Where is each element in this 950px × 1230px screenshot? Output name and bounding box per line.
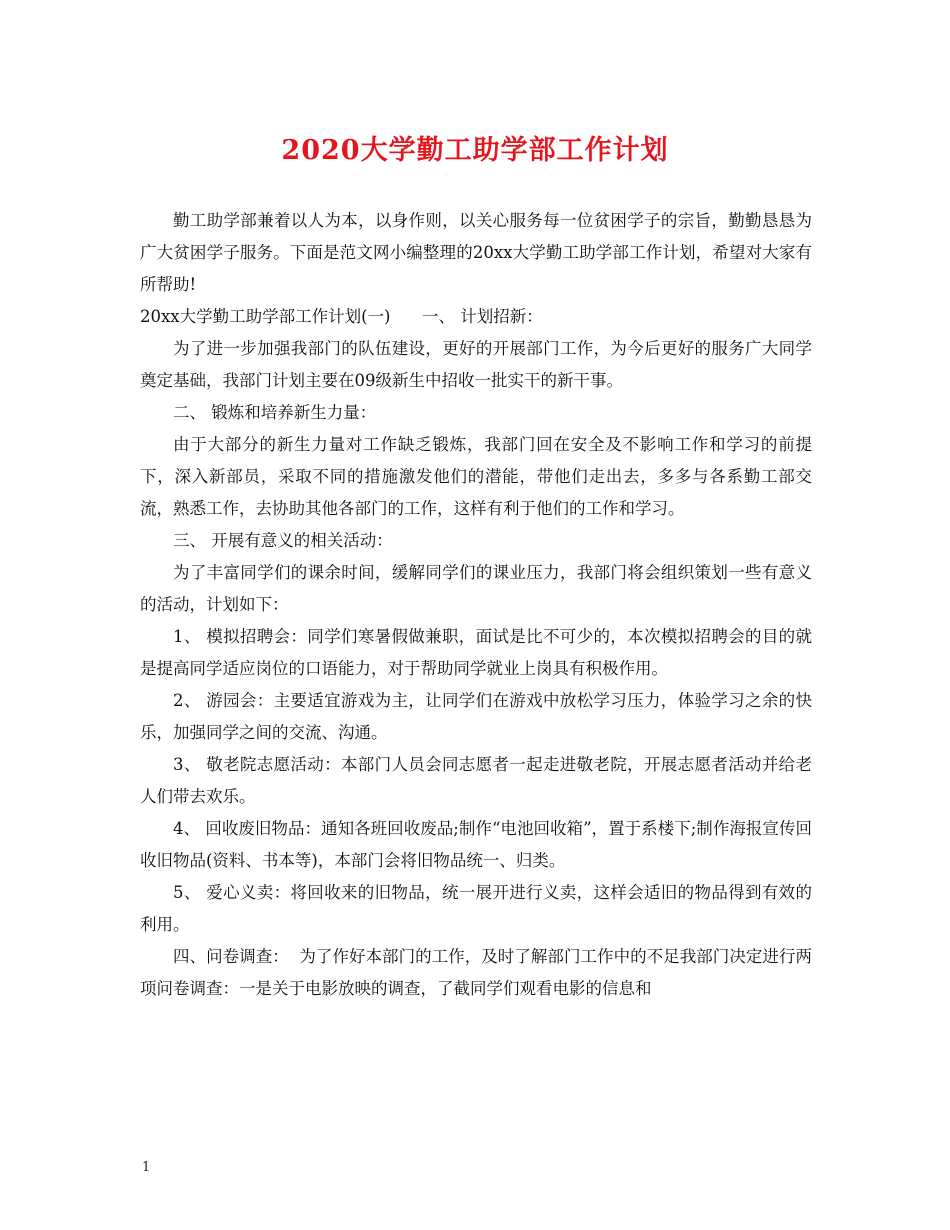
paragraph: 为了进一步加强我部门的队伍建设，更好的开展部门工作，为今后更好的服务广大同学奠定基础，我部门计划主要在09级新生中招收一批实干的新干事。 (140, 339, 812, 390)
paragraph-heading-3: 三、 开展有意义的相关活动： (173, 531, 393, 550)
paragraph-heading-2: 二、 锻炼和培养新生力量： (173, 403, 377, 422)
paragraph-section-heading: 20xx大学勤工助学部工作计划(一) 一、 计划招新： (140, 307, 543, 326)
list-item: 5、 爱心义卖：将回收来的旧物品，统一展开进行义卖，这样会适旧的物品得到有效的利用。 (140, 883, 812, 934)
page-number: 1 (142, 1160, 151, 1175)
paragraph-heading-4: 四、问卷调查： 为了作好本部门的工作，及时了解部门工作中的不足我部门决定进行两项问卷调查：一是关于电影放映的调查，了截同学们观看电影的信息和 (140, 947, 812, 998)
list-item: 1、 模拟招聘会：同学们寒暑假做兼职，面试是比不可少的，本次模拟招聘会的目的就是提高同学适应岗位的口语能力，对于帮助同学就业上岗具有积极作用。 (140, 627, 812, 678)
document-title: 2020大学勤工助学部工作计划 (281, 135, 669, 166)
document-body (140, 205, 812, 1005)
list-item: 3、 敬老院志愿活动：本部门人员会同志愿者一起走进敬老院，开展志愿者活动并给老人们带去欢乐。 (140, 755, 812, 806)
paragraph: 由于大部分的新生力量对工作缺乏锻炼，我部门回在安全及不影响工作和学习的前提下，深入新部员，采取不同的措施激发他们的潜能，带他们走出去，多多与各系勤工部交流，熟悉工作，去协助其他各部门的工作，这样有利于他们的工作和学习。 (140, 435, 812, 518)
list-item: 4、 回收废旧物品：通知各班回收废品;制作“电池回收箱”，置于系楼下;制作海报宣传回收旧物品(资料、书本等)，本部门会将旧物品统一、归类。 (140, 819, 812, 870)
paragraph: 为了丰富同学们的课余时间，缓解同学们的课业压力，我部门将会组织策划一些有意义的活动，计划如下： (140, 563, 812, 614)
list-item: 2、 游园会：主要适宜游戏为主，让同学们在游戏中放松学习压力，体验学习之余的快乐，加强同学之间的交流、沟通。 (140, 691, 812, 742)
paragraph-intro: 勤工助学部兼着以人为本，以身作则，以关心服务每一位贫困学子的宗旨，勤勤恳恳为广大贫困学子服务。下面是范文网小编整理的20xx大学勤工助学部工作计划，希望对大家有所帮助! (140, 211, 812, 294)
